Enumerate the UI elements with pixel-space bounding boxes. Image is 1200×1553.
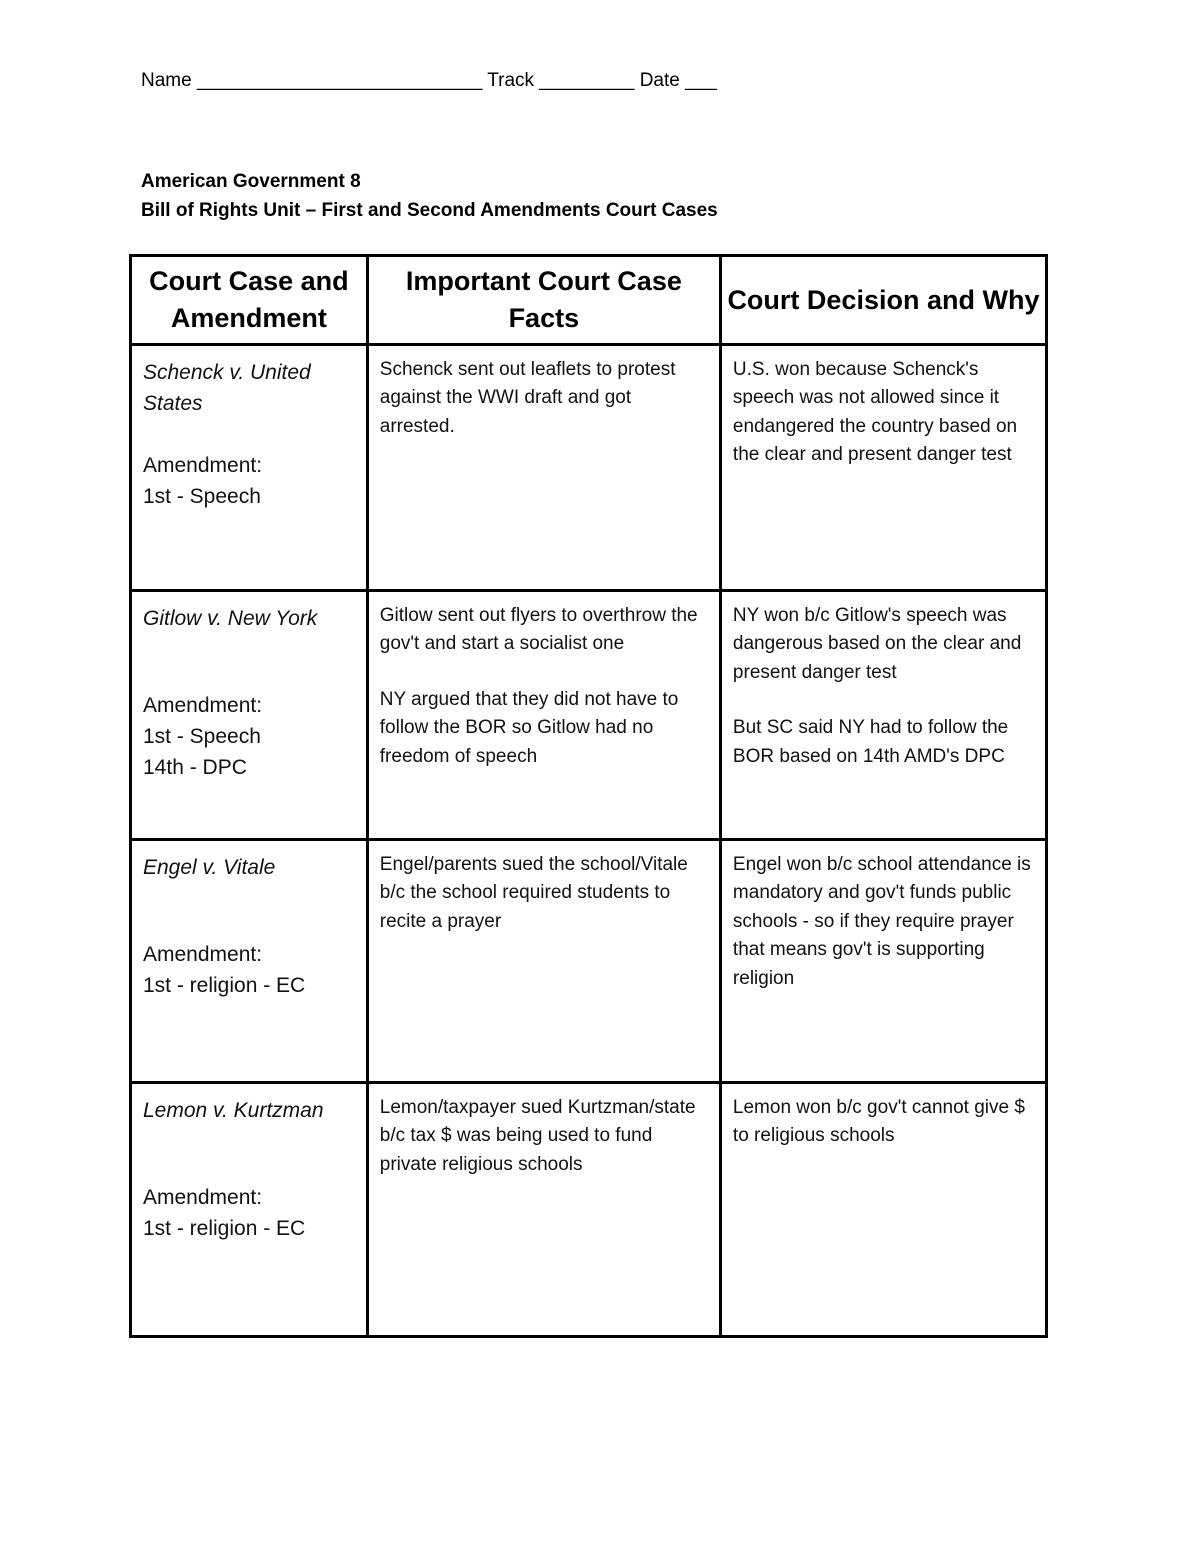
table-row xyxy=(131,591,1047,840)
facts-text: Engel/parents sued the school/Vitale b/c the school required students to recite a prayer xyxy=(379,854,688,932)
decision-cell xyxy=(720,345,1046,591)
decision-cell xyxy=(720,591,1046,840)
track-label: Track xyxy=(487,70,535,91)
table-row xyxy=(131,345,1047,591)
decision-cell xyxy=(720,840,1046,1083)
case-name: Gitlow v. New York xyxy=(143,607,318,630)
facts-text: NY argued that they did not have to follow the BOR so Gitlow had no freedom of speech xyxy=(379,688,679,767)
facts-cell xyxy=(367,1083,720,1337)
name-blank[interactable]: ___________________________ xyxy=(196,70,483,91)
table-header-row xyxy=(131,256,1047,345)
course-title: American Government 8 xyxy=(141,171,361,192)
unit-title: Bill of Rights Unit – First and Second Amendments Court Cases xyxy=(141,200,718,221)
facts-cell xyxy=(367,591,720,840)
student-info-line xyxy=(141,70,717,92)
decision-text: Lemon won b/c gov't cannot give $ to religious schools xyxy=(732,1097,1025,1147)
decision-text: But SC said NY had to follow the BOR based on 14th AMD's DPC xyxy=(732,717,1009,767)
facts-cell xyxy=(367,345,720,591)
decision-cell xyxy=(720,1083,1046,1337)
case-cell xyxy=(131,345,368,591)
case-name: Engel v. Vitale xyxy=(143,856,276,879)
decision-text: U.S. won because Schenck's speech was not allowed since it endangered the country based on the clear and present danger test xyxy=(732,359,1018,466)
header-decision: Court Decision and Why xyxy=(720,256,1046,345)
amendment-line: 1st - Speech xyxy=(143,725,261,748)
amendment-label: Amendment: xyxy=(143,1186,263,1209)
court-cases-table xyxy=(129,254,1048,1338)
facts-text: Lemon/taxpayer sued Kurtzman/state b/c tax $ was being used to fund private religious schools xyxy=(379,1097,696,1175)
amendment-line: 1st - religion - EC xyxy=(143,1217,306,1240)
amendment-line: 1st - Speech xyxy=(143,485,261,508)
case-cell xyxy=(131,591,368,840)
case-name: Lemon v. Kurtzman xyxy=(143,1099,324,1122)
facts-text: Gitlow sent out flyers to overthrow the gov't and start a socialist one xyxy=(379,605,698,655)
case-name: Schenck v. United States xyxy=(143,361,311,415)
decision-text: Engel won b/c school attendance is mandatory and gov't funds public schools - so if they require prayer that means gov't is supporting religion xyxy=(732,854,1031,989)
date-label: Date xyxy=(639,70,680,91)
case-cell xyxy=(131,1083,368,1337)
decision-text: NY won b/c Gitlow's speech was dangerous based on the clear and present danger test xyxy=(732,605,1022,683)
date-blank[interactable]: ___ xyxy=(685,70,717,91)
table-row xyxy=(131,1083,1047,1337)
name-label: Name xyxy=(141,70,192,91)
amendment-label: Amendment: xyxy=(143,943,263,966)
case-cell xyxy=(131,840,368,1083)
amendment-line: 14th - DPC xyxy=(143,756,247,779)
facts-text: Schenck sent out leaflets to protest against the WWI draft and got arrested. xyxy=(379,359,676,437)
header-court-case: Court Case and Amendment xyxy=(131,256,368,345)
amendment-label: Amendment: xyxy=(143,694,263,717)
track-blank[interactable]: _________ xyxy=(539,70,635,91)
amendment-line: 1st - religion - EC xyxy=(143,974,306,997)
facts-cell xyxy=(367,840,720,1083)
amendment-label: Amendment: xyxy=(143,454,263,477)
header-facts: Important Court Case Facts xyxy=(367,256,720,345)
table-row xyxy=(131,840,1047,1083)
